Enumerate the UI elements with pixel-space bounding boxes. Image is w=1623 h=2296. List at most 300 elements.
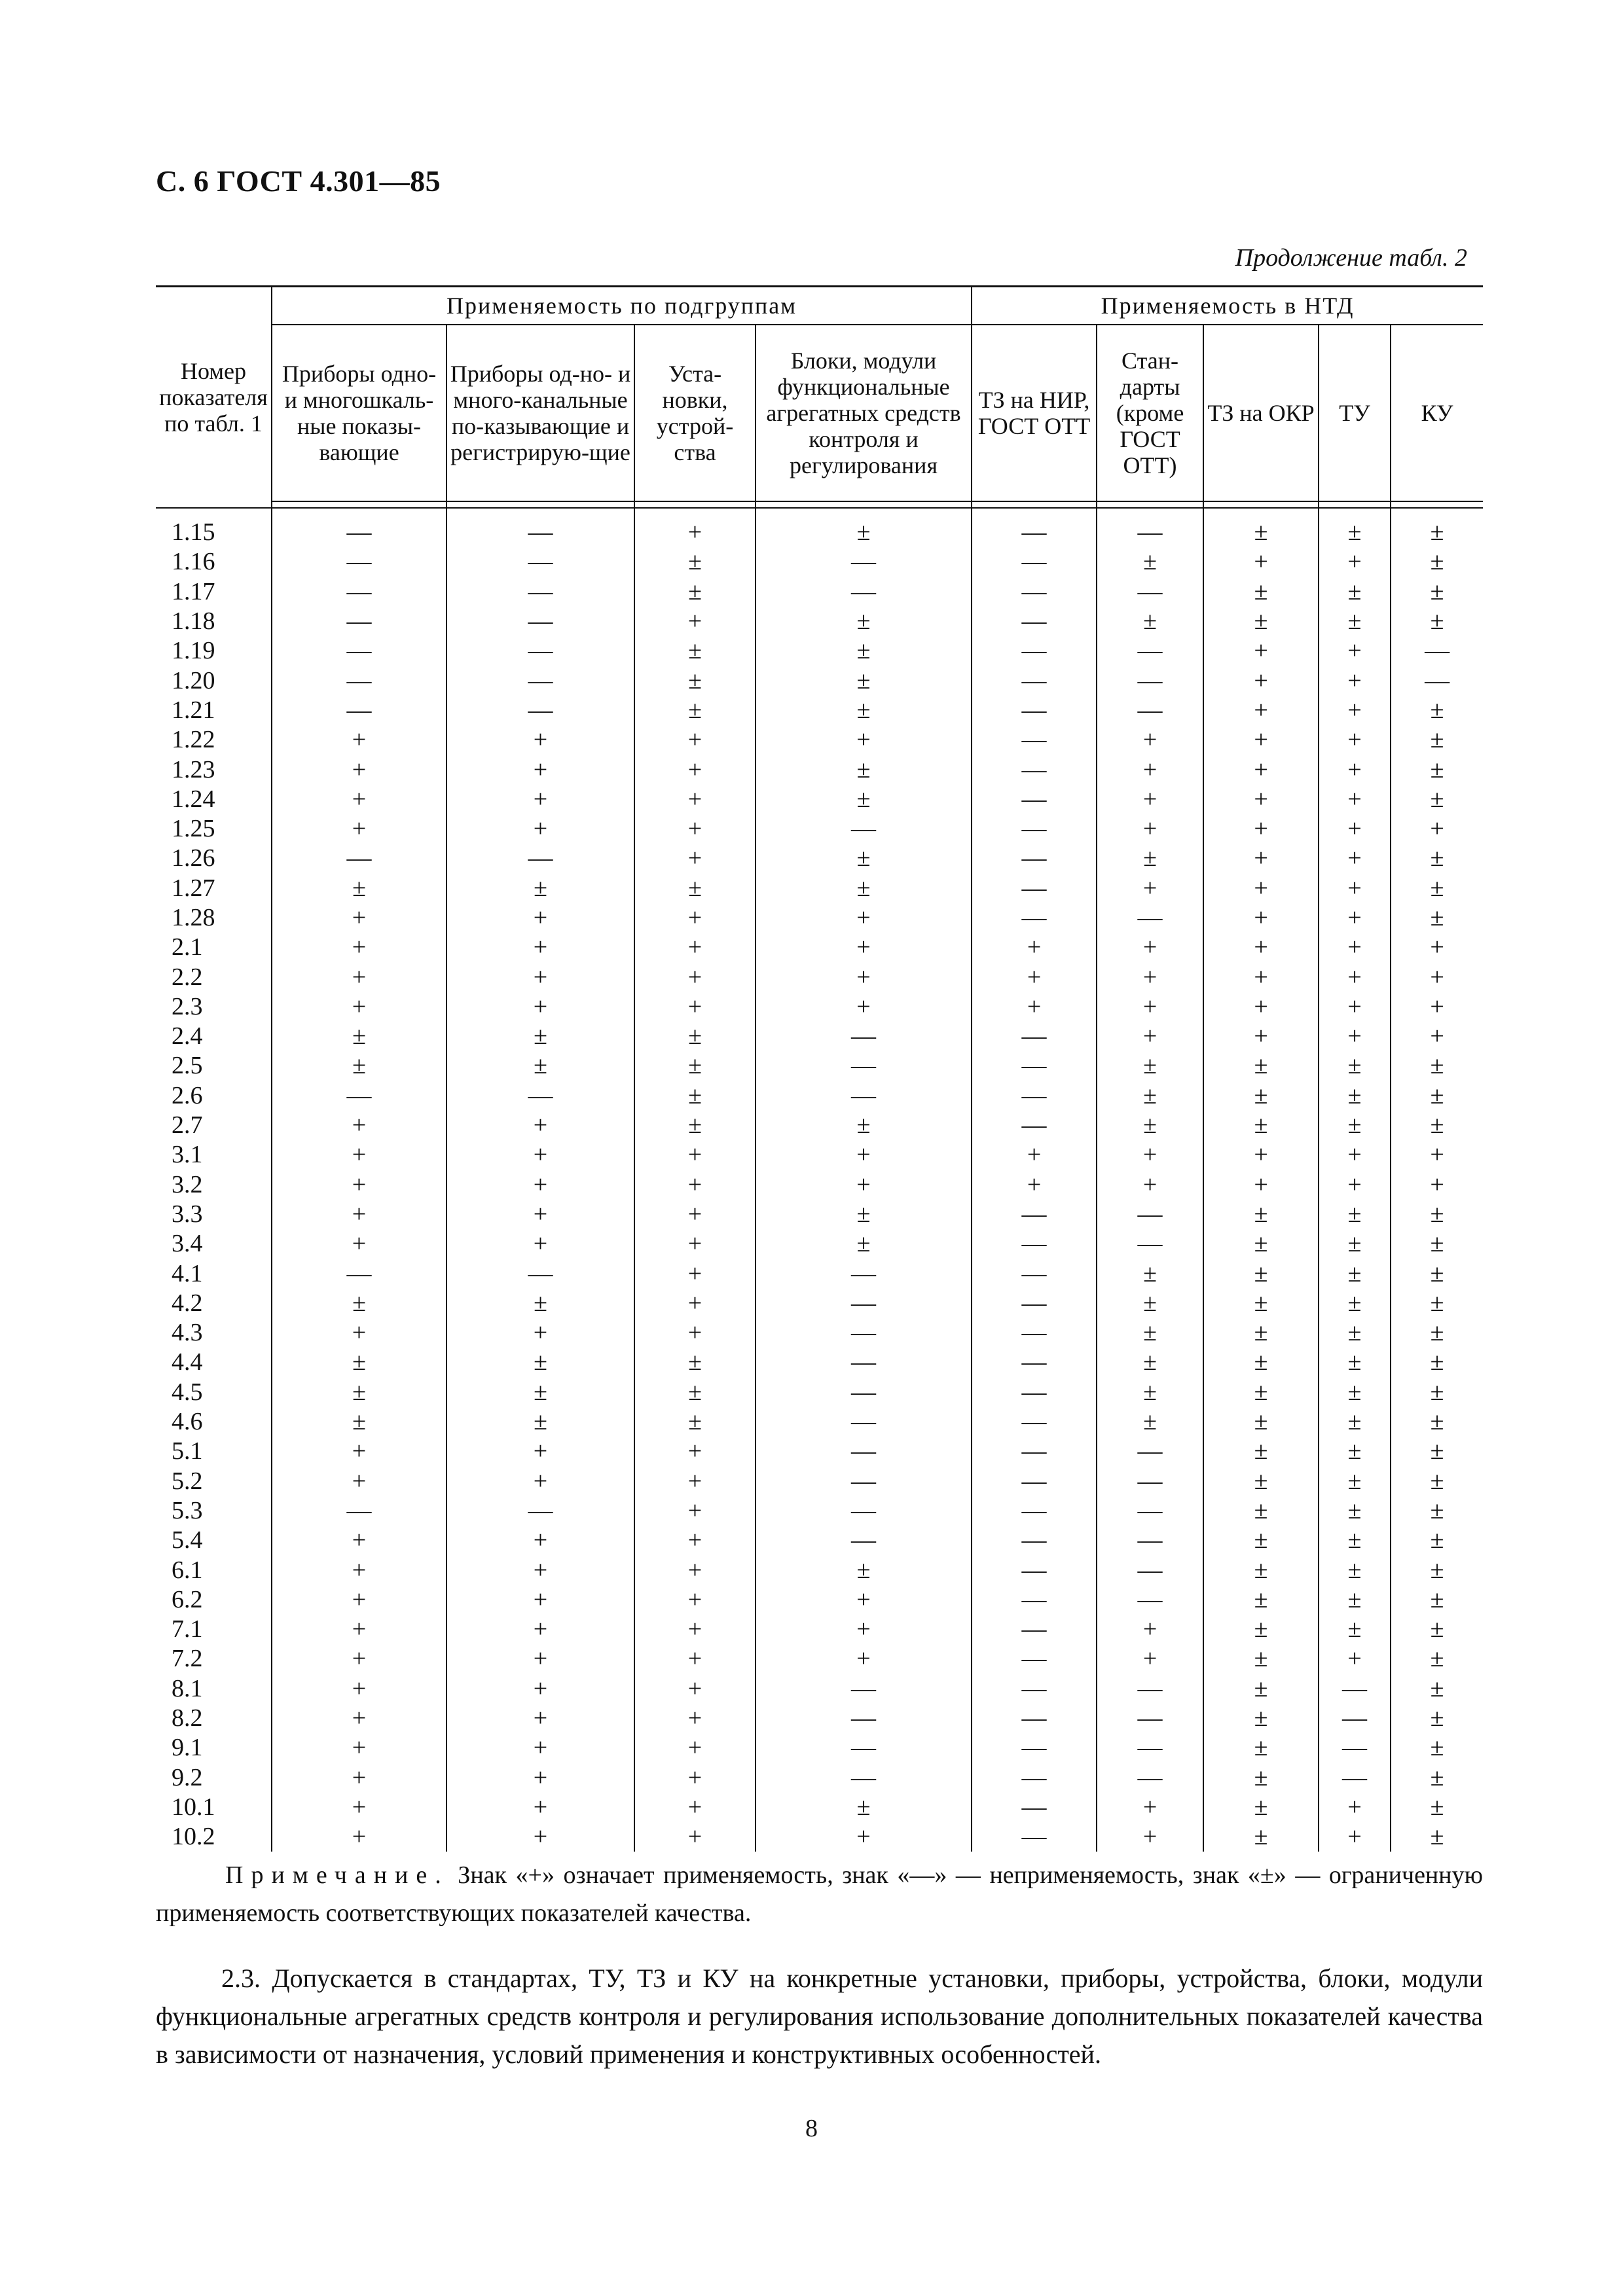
row-number-cell: 5.3: [172, 1496, 203, 1524]
row-number-cell: 3.4: [172, 1230, 203, 1258]
table-cell: —: [972, 1585, 1097, 1615]
table-cell: ±: [272, 1407, 447, 1437]
table-cell: +: [1203, 547, 1319, 577]
table-cell: ±: [447, 1407, 634, 1437]
table-cell: —: [756, 1733, 972, 1763]
row-number-cell: 10.1: [172, 1793, 215, 1821]
table-row: [156, 1733, 1483, 1763]
table-cell: —: [972, 1615, 1097, 1644]
table-cell: +: [1203, 814, 1319, 844]
table-cell: +: [1319, 725, 1391, 755]
table-row: [156, 1051, 1483, 1081]
table-cell: ±: [1391, 1200, 1483, 1229]
table-row: [156, 814, 1483, 844]
table-row: [156, 725, 1483, 755]
table-cell: —: [972, 1437, 1097, 1466]
table-cell: —: [1097, 508, 1203, 547]
table-row: [156, 1081, 1483, 1111]
table-row: [156, 1289, 1483, 1318]
table-cell: +: [1319, 1822, 1391, 1852]
table-cell: —: [972, 1467, 1097, 1496]
table-cell: ±: [1203, 1437, 1319, 1466]
table-cell: ±: [756, 666, 972, 695]
table-cell: —: [1319, 1674, 1391, 1704]
table-cell: ±: [1203, 1259, 1319, 1288]
table-cell: +: [1319, 903, 1391, 933]
row-number-cell: 7.2: [172, 1645, 203, 1673]
table-cell: —: [972, 1555, 1097, 1585]
table-cell: +: [1203, 666, 1319, 695]
table-cell: +: [634, 962, 756, 992]
table-cell: +: [272, 1644, 447, 1674]
table-cell: ±: [756, 844, 972, 873]
table-cell: ±: [1097, 1051, 1203, 1081]
table-cell: +: [1391, 992, 1483, 1022]
table-cell: +: [1203, 1170, 1319, 1200]
table-cell: ±: [634, 874, 756, 903]
table-cell: +: [447, 1763, 634, 1792]
table-cell: —: [1097, 1496, 1203, 1526]
table-cell: —: [1097, 1437, 1203, 1466]
table-cell: +: [447, 755, 634, 784]
table-cell: +: [634, 903, 756, 933]
table-cell: —: [972, 844, 1097, 873]
table-cell: —: [756, 1081, 972, 1111]
table-cell: ±: [756, 508, 972, 547]
table-cell: ±: [1391, 1644, 1483, 1674]
table-cell: —: [1097, 1763, 1203, 1792]
table-cell: +: [634, 1437, 756, 1466]
column-header-tz-nir-gost-ott: ТЗ на НИР, ГОСТ ОТТ: [972, 325, 1097, 501]
table-cell: +: [972, 1170, 1097, 1200]
table-cell: +: [972, 992, 1097, 1022]
table-cell: +: [272, 992, 447, 1022]
table-cell: ±: [1203, 1200, 1319, 1229]
table-cell: —: [1097, 1555, 1203, 1585]
table-cell: +: [1391, 1022, 1483, 1051]
table-row: [156, 1496, 1483, 1526]
row-number-cell: 1.16: [172, 548, 215, 576]
table-cell: ±: [1097, 1378, 1203, 1407]
table-cell: +: [1319, 992, 1391, 1022]
table-cell: ±: [1391, 547, 1483, 577]
table-cell: ±: [1203, 508, 1319, 547]
table-cell: +: [1203, 992, 1319, 1022]
table-cell: +: [447, 1555, 634, 1585]
row-number-cell: 1.25: [172, 815, 215, 843]
row-number-cell: 1.19: [172, 637, 215, 665]
table-row: [156, 636, 1483, 666]
table-cell: ±: [1391, 1585, 1483, 1615]
table-cell: —: [972, 636, 1097, 666]
table-cell: +: [272, 1111, 447, 1140]
table-cell: +: [756, 962, 972, 992]
table-cell: ±: [272, 1051, 447, 1081]
table-cell: ±: [1319, 1051, 1391, 1081]
table-cell: —: [272, 636, 447, 666]
row-number-cell: 6.2: [172, 1585, 203, 1613]
row-number-cell: 4.3: [172, 1319, 203, 1347]
row-number-cell: 2.6: [172, 1081, 203, 1109]
table-cell: +: [447, 903, 634, 933]
table-cell: —: [756, 1674, 972, 1704]
table-cell: +: [1319, 1140, 1391, 1170]
table-cell: +: [447, 1793, 634, 1822]
table-cell: +: [1097, 725, 1203, 755]
table-cell: +: [634, 1289, 756, 1318]
table-cell: +: [447, 725, 634, 755]
table-cell: ±: [1203, 1733, 1319, 1763]
table-cell: —: [756, 1318, 972, 1348]
table-cell: ±: [1203, 1526, 1319, 1555]
table-cell: +: [1203, 962, 1319, 992]
row-number-cell: 1.17: [172, 577, 215, 605]
table-cell: +: [447, 1318, 634, 1348]
table-cell: +: [634, 1140, 756, 1170]
table-cell: —: [447, 1496, 634, 1526]
table-cell: ±: [1203, 1081, 1319, 1111]
table-cell: +: [1203, 874, 1319, 903]
row-number-cell: 2.2: [172, 963, 203, 991]
table-cell: ±: [272, 874, 447, 903]
table-row: [156, 785, 1483, 814]
table-cell: +: [272, 1733, 447, 1763]
table-cell: ±: [634, 547, 756, 577]
table-cell: —: [1097, 903, 1203, 933]
table-row: [156, 1763, 1483, 1792]
table-cell: ±: [634, 1111, 756, 1140]
row-number-cell: 1.27: [172, 874, 215, 902]
table-cell: ±: [1391, 1763, 1483, 1792]
row-number-cell: 3.2: [172, 1170, 203, 1198]
table-cell: —: [447, 547, 634, 577]
table-cell: +: [1097, 1822, 1203, 1852]
table-cell: +: [972, 1140, 1097, 1170]
page-header: С. 6 ГОСТ 4.301—85: [156, 164, 441, 198]
table-cell: +: [1319, 1022, 1391, 1051]
table-cell: ±: [1319, 1200, 1391, 1229]
table-cell: —: [972, 1793, 1097, 1822]
table-cell: ±: [1391, 1259, 1483, 1288]
table-cell: ±: [1319, 1289, 1391, 1318]
table-cell: ±: [1203, 1644, 1319, 1674]
table-cell: +: [634, 508, 756, 547]
table-row: [156, 1170, 1483, 1200]
table-cell: —: [272, 1259, 447, 1288]
table-cell: +: [1203, 903, 1319, 933]
table-cell: ±: [1203, 1704, 1319, 1733]
table-cell: +: [1319, 755, 1391, 784]
table-continuation-label: Продолжение табл. 2: [1235, 244, 1467, 272]
table-cell: +: [634, 814, 756, 844]
row-number-cell: 8.2: [172, 1704, 203, 1732]
table-cell: +: [447, 814, 634, 844]
table-cell: —: [972, 1051, 1097, 1081]
column-header-tu: ТУ: [1319, 325, 1391, 501]
table-cell: —: [972, 1378, 1097, 1407]
table-cell: ±: [1319, 1437, 1391, 1466]
table-cell: ±: [1319, 1318, 1391, 1348]
table-cell: +: [1391, 1170, 1483, 1200]
table-cell: +: [756, 1170, 972, 1200]
table-cell: —: [756, 1704, 972, 1733]
table-cell: —: [272, 1496, 447, 1526]
table-cell: ±: [1097, 1318, 1203, 1348]
table-cell: +: [272, 903, 447, 933]
table-cell: +: [272, 1704, 447, 1733]
table-cell: +: [447, 933, 634, 962]
table-cell: +: [272, 725, 447, 755]
table-cell: +: [272, 1200, 447, 1229]
table-cell: +: [272, 1555, 447, 1585]
row-number-cell: 4.5: [172, 1378, 203, 1406]
column-header-blocks-modules: Блоки, модули функциональные агрегатных средств контроля и регулирования: [756, 325, 972, 501]
row-number-cell: 4.6: [172, 1408, 203, 1436]
table-row: [156, 1644, 1483, 1674]
table-cell: —: [1097, 1674, 1203, 1704]
table-cell: +: [1319, 1644, 1391, 1674]
row-number-cell: 1.28: [172, 904, 215, 931]
table-cell: +: [1097, 992, 1203, 1022]
table-cell: ±: [272, 1348, 447, 1377]
table-cell: +: [1319, 933, 1391, 962]
table-cell: ±: [1319, 1585, 1391, 1615]
table-cell: +: [447, 1674, 634, 1704]
table-cell: —: [972, 1229, 1097, 1259]
table-cell: ±: [634, 1348, 756, 1377]
table-cell: ±: [1391, 1051, 1483, 1081]
table-cell: +: [1319, 814, 1391, 844]
table-cell: +: [756, 933, 972, 962]
table-cell: +: [634, 1644, 756, 1674]
table-cell: —: [972, 1081, 1097, 1111]
row-number-cell: 3.3: [172, 1200, 203, 1228]
table-row: [156, 577, 1483, 607]
table-row: [156, 1674, 1483, 1704]
table-cell: —: [1097, 577, 1203, 607]
table-cell: —: [272, 577, 447, 607]
table-cell: —: [972, 607, 1097, 636]
row-number-cell: 2.1: [172, 933, 203, 961]
table-cell: —: [756, 1763, 972, 1792]
table-cell: ±: [1391, 1467, 1483, 1496]
table-cell: —: [272, 607, 447, 636]
table-cell: —: [756, 1437, 972, 1466]
table-cell: ±: [1203, 1229, 1319, 1259]
table-cell: +: [634, 1467, 756, 1496]
table-cell: +: [1391, 962, 1483, 992]
table-row: [156, 1378, 1483, 1407]
table-cell: —: [972, 1022, 1097, 1051]
table-cell: +: [1097, 962, 1203, 992]
table-cell: ±: [1097, 1259, 1203, 1288]
table-cell: —: [1097, 1585, 1203, 1615]
table-cell: ±: [1203, 1348, 1319, 1377]
table-cell: ±: [1319, 1378, 1391, 1407]
table-cell: —: [972, 1259, 1097, 1288]
table-cell: +: [634, 1496, 756, 1526]
table-row: [156, 962, 1483, 992]
table-cell: +: [634, 992, 756, 1022]
table-cell: —: [1391, 636, 1483, 666]
table-cell: ±: [1097, 1111, 1203, 1140]
table-cell: —: [972, 1763, 1097, 1792]
table-cell: ±: [1203, 1822, 1319, 1852]
table-cell: ±: [1391, 1289, 1483, 1318]
table-cell: +: [634, 844, 756, 873]
table-row: [156, 666, 1483, 695]
table-cell: —: [972, 785, 1097, 814]
table-cell: ±: [1391, 1318, 1483, 1348]
table-cell: +: [447, 785, 634, 814]
table-cell: +: [1203, 725, 1319, 755]
table-cell: ±: [1391, 903, 1483, 933]
row-number-cell: 2.4: [172, 1022, 203, 1050]
row-number-cell: 5.1: [172, 1437, 203, 1465]
table-cell: —: [1319, 1704, 1391, 1733]
table-cell: +: [447, 1437, 634, 1466]
table-cell: +: [272, 1140, 447, 1170]
table-cell: +: [447, 992, 634, 1022]
table-cell: ±: [1319, 1496, 1391, 1526]
table-cell: —: [447, 844, 634, 873]
table-cell: ±: [1319, 1526, 1391, 1555]
table-cell: ±: [756, 1229, 972, 1259]
table-cell: ±: [1203, 1407, 1319, 1437]
table-cell: +: [447, 1467, 634, 1496]
table-cell: —: [972, 1496, 1097, 1526]
table-row: [156, 1229, 1483, 1259]
table-cell: —: [972, 696, 1097, 725]
table-cell: —: [1097, 1704, 1203, 1733]
table-cell: +: [272, 1822, 447, 1852]
table-cell: —: [972, 1407, 1097, 1437]
table-cell: —: [972, 874, 1097, 903]
table-cell: ±: [634, 1022, 756, 1051]
table-cell: ±: [1203, 1111, 1319, 1140]
row-number-cell: 4.1: [172, 1259, 203, 1287]
table-cell: —: [972, 903, 1097, 933]
table-cell: —: [972, 1289, 1097, 1318]
table-cell: —: [756, 1378, 972, 1407]
table-row: [156, 1437, 1483, 1466]
table-cell: +: [972, 933, 1097, 962]
row-number-cell: 8.1: [172, 1674, 203, 1702]
table-cell: +: [447, 1733, 634, 1763]
table-cell: +: [1391, 933, 1483, 962]
note-label: Примечание.: [225, 1861, 449, 1889]
table-cell: —: [1097, 1733, 1203, 1763]
table-cell: +: [756, 1822, 972, 1852]
table-cell: +: [634, 1170, 756, 1200]
table-cell: +: [272, 1793, 447, 1822]
table-cell: —: [756, 1526, 972, 1555]
table-cell: ±: [1391, 1229, 1483, 1259]
table-cell: ±: [1319, 1615, 1391, 1644]
table-cell: +: [272, 785, 447, 814]
table-cell: ±: [756, 607, 972, 636]
table-cell: ±: [447, 1022, 634, 1051]
table-row: [156, 1407, 1483, 1437]
table-cell: ±: [1391, 755, 1483, 784]
table-cell: —: [972, 1526, 1097, 1555]
table-cell: +: [1203, 755, 1319, 784]
table-cell: +: [634, 1526, 756, 1555]
table-row: [156, 992, 1483, 1022]
table-cell: +: [1319, 1793, 1391, 1822]
table-cell: +: [1097, 814, 1203, 844]
table-cell: +: [1391, 814, 1483, 844]
table-cell: —: [1097, 636, 1203, 666]
table-cell: —: [1319, 1763, 1391, 1792]
table-cell: ±: [1203, 1467, 1319, 1496]
table-cell: ±: [1391, 1407, 1483, 1437]
table-cell: —: [1097, 1200, 1203, 1229]
table-cell: ±: [1097, 607, 1203, 636]
table-cell: —: [972, 814, 1097, 844]
table-cell: ±: [1319, 607, 1391, 636]
table-cell: +: [1203, 844, 1319, 873]
table-cell: +: [1319, 547, 1391, 577]
table-cell: ±: [447, 874, 634, 903]
table-cell: —: [447, 666, 634, 695]
table-cell: +: [756, 1585, 972, 1615]
table-cell: —: [1097, 1467, 1203, 1496]
table-cell: ±: [1391, 1674, 1483, 1704]
column-header-number: Номер показателя по табл. 1: [156, 287, 272, 509]
table-cell: +: [1097, 933, 1203, 962]
row-number-cell: 7.1: [172, 1615, 203, 1643]
table-row: [156, 933, 1483, 962]
table-cell: ±: [1203, 1496, 1319, 1526]
table-cell: +: [1319, 636, 1391, 666]
table-cell: +: [756, 992, 972, 1022]
table-cell: ±: [1391, 1704, 1483, 1733]
row-number-cell: 4.4: [172, 1348, 203, 1376]
column-header-devices-single-multi-scale: Приборы одно- и многошкаль-ные показы-вающие: [272, 325, 447, 501]
table-cell: ±: [1391, 1378, 1483, 1407]
table-cell: +: [634, 785, 756, 814]
table-cell: +: [447, 1140, 634, 1170]
table-cell: +: [634, 1793, 756, 1822]
table-cell: ±: [756, 785, 972, 814]
table-cell: ±: [634, 577, 756, 607]
table-cell: +: [634, 725, 756, 755]
table-cell: ±: [756, 1555, 972, 1585]
table-cell: ±: [634, 636, 756, 666]
table-cell: ±: [447, 1289, 634, 1318]
table-cell: +: [447, 1200, 634, 1229]
row-number-cell: 1.24: [172, 785, 215, 813]
table-cell: +: [1097, 1170, 1203, 1200]
column-header-ku: КУ: [1391, 325, 1483, 501]
table-cell: —: [1391, 666, 1483, 695]
table-row: [156, 696, 1483, 725]
table-cell: ±: [1203, 577, 1319, 607]
table-cell: ±: [756, 1200, 972, 1229]
table-cell: +: [1097, 755, 1203, 784]
table-row: [156, 547, 1483, 577]
table-cell: +: [634, 1259, 756, 1288]
table-cell: ±: [1319, 1111, 1391, 1140]
table-cell: ±: [1391, 725, 1483, 755]
table-cell: +: [447, 1822, 634, 1852]
table-cell: +: [1319, 696, 1391, 725]
table-row: [156, 1348, 1483, 1377]
applicability-table: [156, 285, 1483, 1852]
table-cell: ±: [756, 1793, 972, 1822]
table-cell: +: [272, 1763, 447, 1792]
